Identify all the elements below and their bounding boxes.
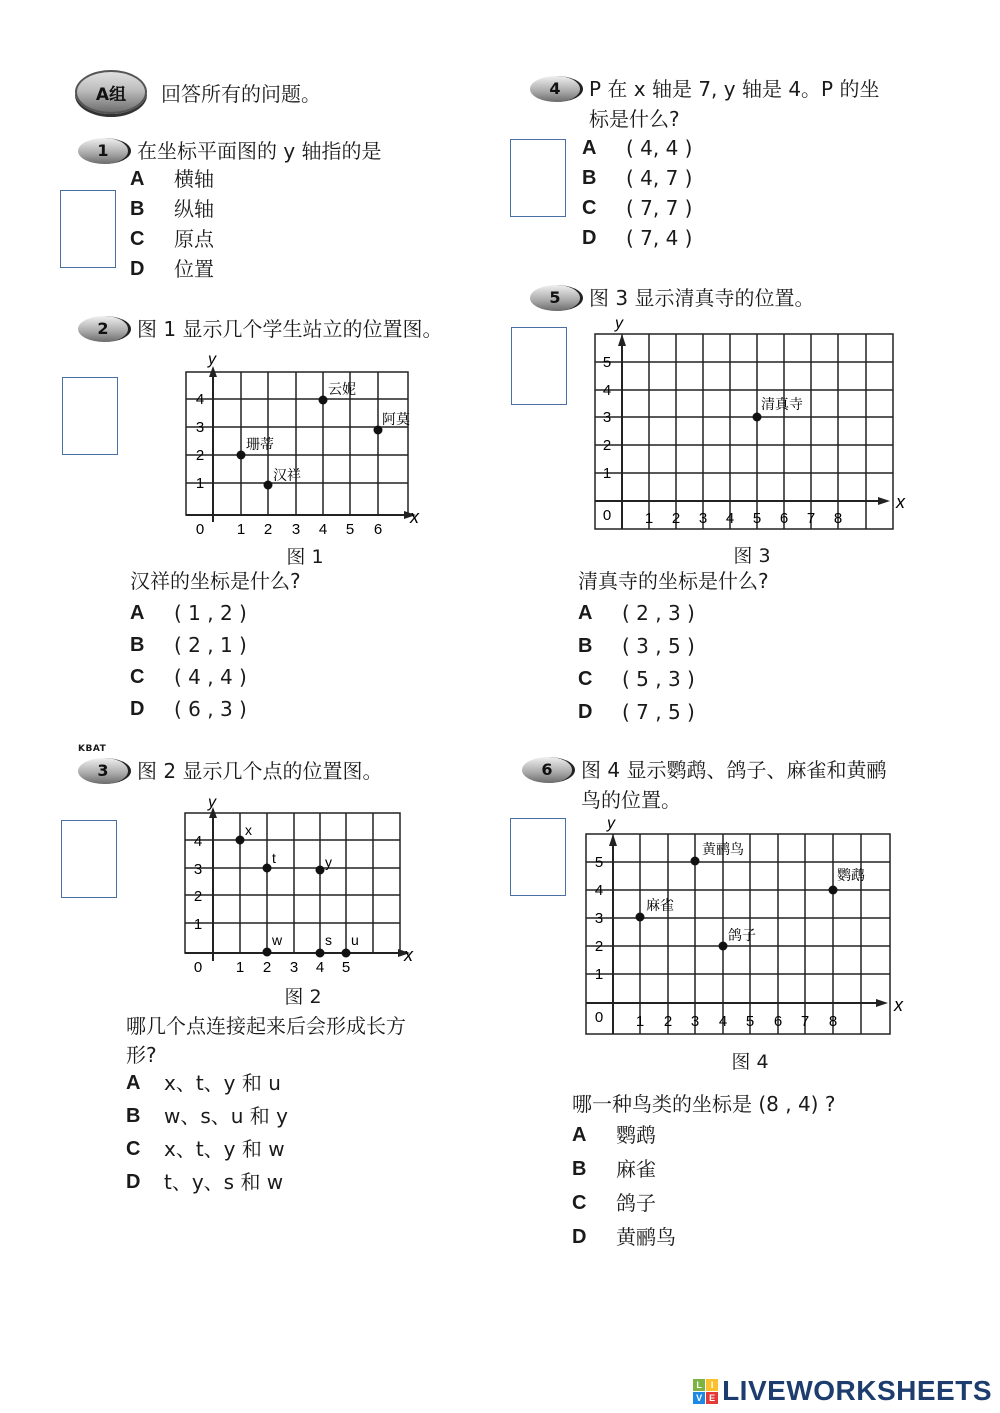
section-header bbox=[75, 70, 321, 114]
option-b: B ( 4, 7 ) bbox=[582, 166, 693, 190]
q6-answer-box[interactable] bbox=[510, 818, 566, 896]
svg-text:3: 3 bbox=[289, 959, 299, 976]
svg-text:5: 5 bbox=[752, 510, 762, 527]
svg-text:x: x bbox=[404, 945, 413, 965]
svg-text:3: 3 bbox=[193, 861, 203, 878]
svg-text:2: 2 bbox=[602, 437, 612, 454]
svg-text:s: s bbox=[325, 932, 332, 948]
question-5 bbox=[530, 283, 950, 313]
svg-text:2: 2 bbox=[594, 938, 604, 955]
svg-text:5: 5 bbox=[345, 521, 355, 538]
figure-3-grid-chart bbox=[585, 312, 915, 537]
svg-text:x: x bbox=[245, 822, 252, 838]
q6-options bbox=[572, 1120, 676, 1256]
question-text-line1: P 在 x 轴是 7, y 轴是 4。P 的坐 bbox=[589, 77, 880, 101]
svg-text:8: 8 bbox=[828, 1013, 838, 1030]
option-a: A x、t、y 和 u bbox=[126, 1071, 281, 1095]
svg-text:7: 7 bbox=[800, 1013, 810, 1030]
option-b: B w、s、u 和 y bbox=[126, 1104, 289, 1128]
svg-text:1: 1 bbox=[193, 916, 203, 933]
svg-text:4: 4 bbox=[318, 521, 328, 538]
svg-text:5: 5 bbox=[602, 354, 612, 371]
option-c: C ( 4 , 4 ) bbox=[130, 665, 247, 689]
q6-prompt: 哪一种鸟类的坐标是 (8 , 4) ? bbox=[572, 1092, 836, 1116]
figure-2-grid-chart bbox=[178, 795, 428, 980]
q5-answer-box[interactable] bbox=[511, 327, 567, 405]
question-3 bbox=[78, 744, 498, 786]
svg-text:3: 3 bbox=[602, 409, 612, 426]
question-4 bbox=[530, 74, 950, 134]
q3-answer-box[interactable] bbox=[61, 820, 117, 898]
option-b: B ( 3 , 5 ) bbox=[578, 634, 695, 658]
figure-2-caption: 图 2 bbox=[284, 986, 322, 1008]
svg-text:2: 2 bbox=[195, 447, 205, 464]
svg-text:4: 4 bbox=[718, 1013, 728, 1030]
question-text: 在坐标平面图的 y 轴指的是 bbox=[137, 139, 382, 163]
figure-1-caption: 图 1 bbox=[286, 546, 324, 568]
svg-text:x: x bbox=[410, 507, 419, 527]
option-c: C 原点 bbox=[130, 227, 214, 251]
question-text-line1: 图 4 显示鹦鹉、鸽子、麻雀和黄鹂 bbox=[581, 758, 887, 782]
svg-text:0: 0 bbox=[193, 959, 203, 976]
option-d: D 黄鹂鸟 bbox=[572, 1225, 676, 1249]
question-number-badge: 4 bbox=[530, 76, 583, 102]
option-c: C 鸽子 bbox=[572, 1191, 656, 1215]
question-number-badge: 3 bbox=[78, 758, 131, 784]
svg-text:3: 3 bbox=[698, 510, 708, 527]
svg-text:4: 4 bbox=[594, 882, 604, 899]
q5-prompt: 清真寺的坐标是什么? bbox=[578, 569, 769, 593]
question-text-line2: 标是什么? bbox=[589, 107, 680, 131]
svg-text:0: 0 bbox=[195, 521, 205, 538]
figure-1-grid-chart bbox=[180, 352, 430, 542]
option-c: C ( 7, 7 ) bbox=[582, 196, 693, 220]
option-d: D 位置 bbox=[130, 257, 214, 281]
svg-text:6: 6 bbox=[373, 521, 383, 538]
svg-text:w: w bbox=[272, 932, 283, 948]
option-d: D ( 7 , 5 ) bbox=[578, 700, 695, 724]
question-number-badge: 1 bbox=[78, 138, 131, 164]
svg-text:5: 5 bbox=[745, 1013, 755, 1030]
svg-text:3: 3 bbox=[291, 521, 301, 538]
svg-text:2: 2 bbox=[263, 521, 273, 538]
svg-text:黄鹂鸟: 黄鹂鸟 bbox=[702, 841, 744, 857]
svg-text:2: 2 bbox=[663, 1013, 673, 1030]
q3-prompt-line1: 哪几个点连接起来后会形成长方 bbox=[126, 1014, 406, 1038]
svg-text:8: 8 bbox=[833, 510, 843, 527]
question-1 bbox=[78, 136, 478, 166]
svg-text:0: 0 bbox=[602, 507, 612, 524]
option-a: A ( 2 , 3 ) bbox=[578, 601, 695, 625]
svg-text:y: y bbox=[615, 315, 623, 332]
svg-text:1: 1 bbox=[235, 959, 245, 976]
svg-text:2: 2 bbox=[262, 959, 272, 976]
liveworksheets-logo bbox=[693, 1375, 992, 1407]
svg-text:3: 3 bbox=[195, 419, 205, 436]
svg-text:鸽子: 鸽子 bbox=[728, 927, 756, 943]
option-d: D ( 7, 4 ) bbox=[582, 226, 693, 250]
svg-text:汉祥: 汉祥 bbox=[273, 467, 301, 483]
option-b: B 麻雀 bbox=[572, 1157, 656, 1181]
svg-text:5: 5 bbox=[594, 854, 604, 871]
svg-text:2: 2 bbox=[193, 888, 203, 905]
group-badge: A组 bbox=[75, 70, 147, 114]
svg-text:1: 1 bbox=[236, 521, 246, 538]
q4-options bbox=[582, 133, 692, 253]
svg-text:x: x bbox=[894, 995, 903, 1015]
section-title: 回答所有的问题。 bbox=[161, 81, 321, 106]
q1-answer-box[interactable] bbox=[60, 190, 116, 268]
svg-text:麻雀: 麻雀 bbox=[646, 897, 674, 913]
svg-text:y: y bbox=[208, 795, 216, 811]
svg-text:6: 6 bbox=[779, 510, 789, 527]
question-text-line2: 鸟的位置。 bbox=[581, 788, 681, 812]
question-number-badge: 2 bbox=[78, 316, 131, 342]
svg-text:4: 4 bbox=[193, 833, 203, 850]
svg-text:6: 6 bbox=[773, 1013, 783, 1030]
q1-options bbox=[130, 164, 214, 284]
q3-prompt-line2: 形? bbox=[126, 1043, 157, 1067]
kbat-tag: KBAT bbox=[78, 744, 107, 754]
svg-text:0: 0 bbox=[594, 1009, 604, 1026]
svg-text:x: x bbox=[896, 492, 905, 512]
option-d: D t、y、s 和 w bbox=[126, 1170, 284, 1194]
question-number-badge: 6 bbox=[522, 757, 575, 783]
figure-4-grid-chart bbox=[580, 810, 915, 1042]
option-c: C ( 5 , 3 ) bbox=[578, 667, 695, 691]
svg-text:珊蒂: 珊蒂 bbox=[246, 436, 274, 452]
svg-text:阿莫: 阿莫 bbox=[382, 411, 410, 427]
q4-answer-box[interactable] bbox=[510, 139, 566, 217]
svg-text:4: 4 bbox=[195, 391, 205, 408]
option-d: D ( 6 , 3 ) bbox=[130, 697, 247, 721]
q2-answer-box[interactable] bbox=[62, 377, 118, 455]
svg-text:y: y bbox=[607, 815, 615, 832]
svg-text:清真寺: 清真寺 bbox=[761, 396, 803, 412]
logo-text: LIVEWORKSHEETS bbox=[722, 1375, 992, 1406]
svg-text:4: 4 bbox=[315, 959, 325, 976]
question-6 bbox=[522, 755, 952, 815]
svg-text:4: 4 bbox=[602, 382, 612, 399]
option-c: C x、t、y 和 w bbox=[126, 1137, 285, 1161]
question-text: 图 3 显示清真寺的位置。 bbox=[589, 286, 815, 310]
option-a: A 鹦鹉 bbox=[572, 1123, 656, 1147]
option-a: A 横轴 bbox=[130, 167, 214, 191]
option-b: B ( 2 , 1 ) bbox=[130, 633, 247, 657]
svg-text:1: 1 bbox=[644, 510, 654, 527]
svg-text:1: 1 bbox=[594, 966, 604, 983]
svg-text:鹦鹉: 鹦鹉 bbox=[837, 867, 865, 883]
question-text: 图 1 显示几个学生站立的位置图。 bbox=[137, 317, 443, 341]
svg-text:1: 1 bbox=[195, 475, 205, 492]
option-b: B 纵轴 bbox=[130, 197, 214, 221]
svg-text:1: 1 bbox=[635, 1013, 645, 1030]
svg-text:5: 5 bbox=[341, 959, 351, 976]
svg-text:t: t bbox=[272, 850, 276, 866]
svg-text:3: 3 bbox=[594, 910, 604, 927]
svg-text:7: 7 bbox=[806, 510, 816, 527]
q2-options bbox=[130, 598, 247, 726]
figure-4-caption: 图 4 bbox=[731, 1051, 769, 1073]
q3-options bbox=[126, 1068, 288, 1200]
option-a: A ( 1 , 2 ) bbox=[130, 601, 247, 625]
svg-text:y: y bbox=[208, 352, 216, 368]
svg-text:4: 4 bbox=[725, 510, 735, 527]
svg-text:2: 2 bbox=[671, 510, 681, 527]
question-text: 图 2 显示几个点的位置图。 bbox=[137, 759, 383, 783]
question-number-badge: 5 bbox=[530, 285, 583, 311]
question-2 bbox=[78, 314, 498, 344]
svg-text:u: u bbox=[351, 932, 359, 948]
option-a: A ( 4, 4 ) bbox=[582, 136, 693, 160]
logo-tiles-icon: L I V E bbox=[693, 1379, 718, 1404]
q2-prompt: 汉祥的坐标是什么? bbox=[130, 569, 301, 593]
q5-options bbox=[578, 598, 695, 730]
svg-text:y: y bbox=[325, 854, 332, 870]
svg-text:云妮: 云妮 bbox=[328, 381, 356, 397]
svg-text:1: 1 bbox=[602, 465, 612, 482]
figure-3-caption: 图 3 bbox=[733, 545, 771, 567]
svg-text:3: 3 bbox=[690, 1013, 700, 1030]
